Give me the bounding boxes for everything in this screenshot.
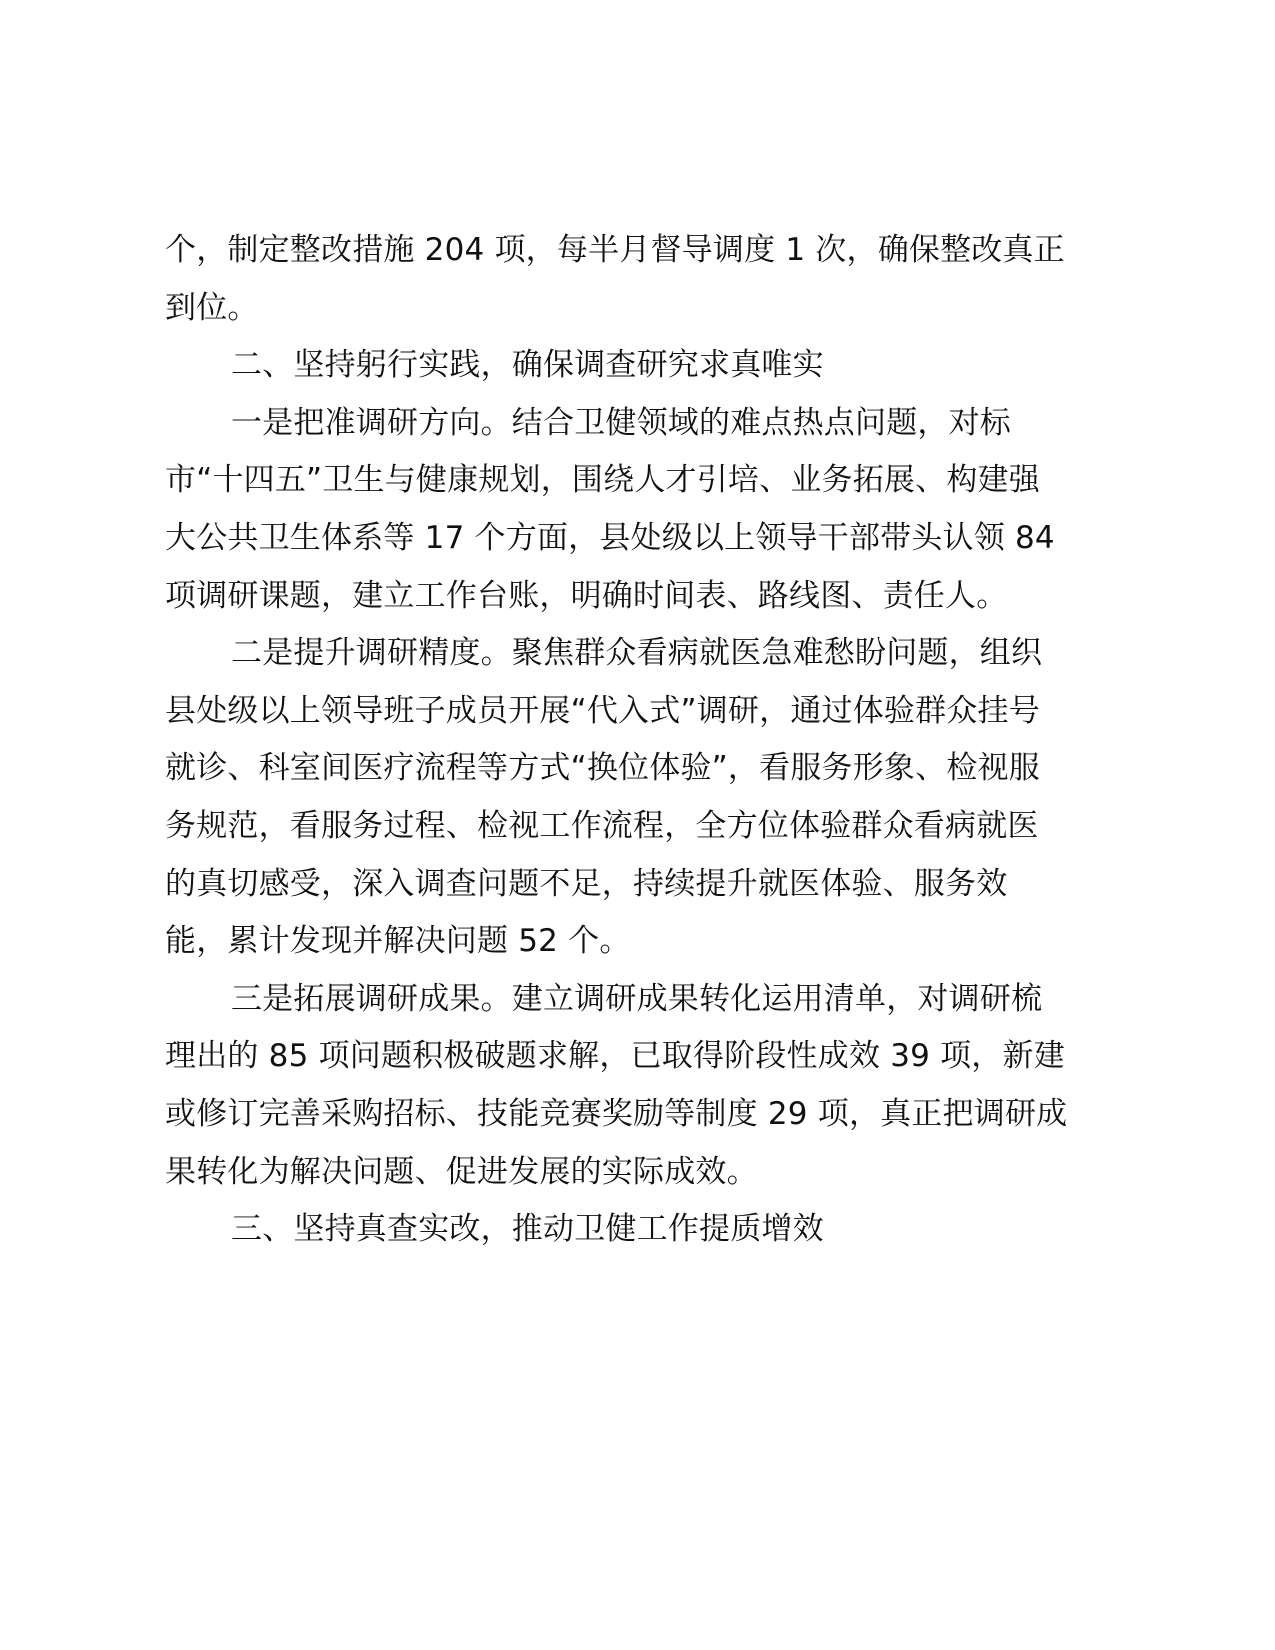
section-heading-2 [165, 337, 1125, 395]
paragraph-item-1 [165, 395, 1125, 625]
text-line: 大公共卫生体系等 17 个方面，县处级以上领导干部带头认领 84 [165, 519, 1055, 556]
section-heading-3 [165, 1201, 1125, 1259]
text-line: 果转化为解决问题、促进发展的实际成效。 [165, 1153, 758, 1190]
text-line: 的真切感受，深入调查问题不足，持续提升就医体验、服务效 [165, 865, 1008, 902]
paragraph-continuation [165, 222, 1125, 337]
text-line: 能，累计发现并解决问题 52 个。 [165, 923, 631, 960]
text-line: 或修订完善采购招标、技能竞赛奖励等制度 29 项，真正把调研成 [165, 1095, 1068, 1132]
text-line: 个，制定整改措施 204 项，每半月督导调度 1 次，确保整改真正 [165, 232, 1065, 268]
paragraph-item-2 [165, 625, 1125, 971]
text-line: 理出的 85 项问题积极破题求解，已取得阶段性成效 39 项，新建 [165, 1038, 1065, 1075]
heading-line: 三、坚持真查实改，推动卫健工作提质增效 [231, 1211, 824, 1248]
document-body [165, 222, 1125, 1259]
text-line: 务规范，看服务过程、检视工作流程，全方位体验群众看病就医 [165, 807, 1039, 844]
text-line: 到位。 [165, 289, 259, 326]
paragraph-item-3 [165, 971, 1125, 1201]
text-line: 项调研课题，建立工作台账，明确时间表、路线图、责任人。 [165, 577, 1008, 614]
text-line: 市“十四五”卫生与健康规划，围绕人才引培、业务拓展、构建强 [165, 462, 1040, 499]
text-line: 一是把准调研方向。结合卫健领域的难点热点问题，对标 [231, 404, 1011, 441]
text-line: 县处级以上领导班子成员开展“代入式”调研，通过体验群众挂号 [165, 692, 1040, 729]
text-line: 就诊、科室间医疗流程等方式“换位体验”，看服务形象、检视服 [165, 750, 1040, 787]
text-line: 三是拓展调研成果。建立调研成果转化运用清单，对调研梳 [231, 980, 1043, 1017]
heading-line: 二、坚持躬行实践，确保调查研究求真唯实 [231, 347, 824, 384]
text-line: 二是提升调研精度。聚焦群众看病就医急难愁盼问题，组织 [231, 635, 1043, 672]
